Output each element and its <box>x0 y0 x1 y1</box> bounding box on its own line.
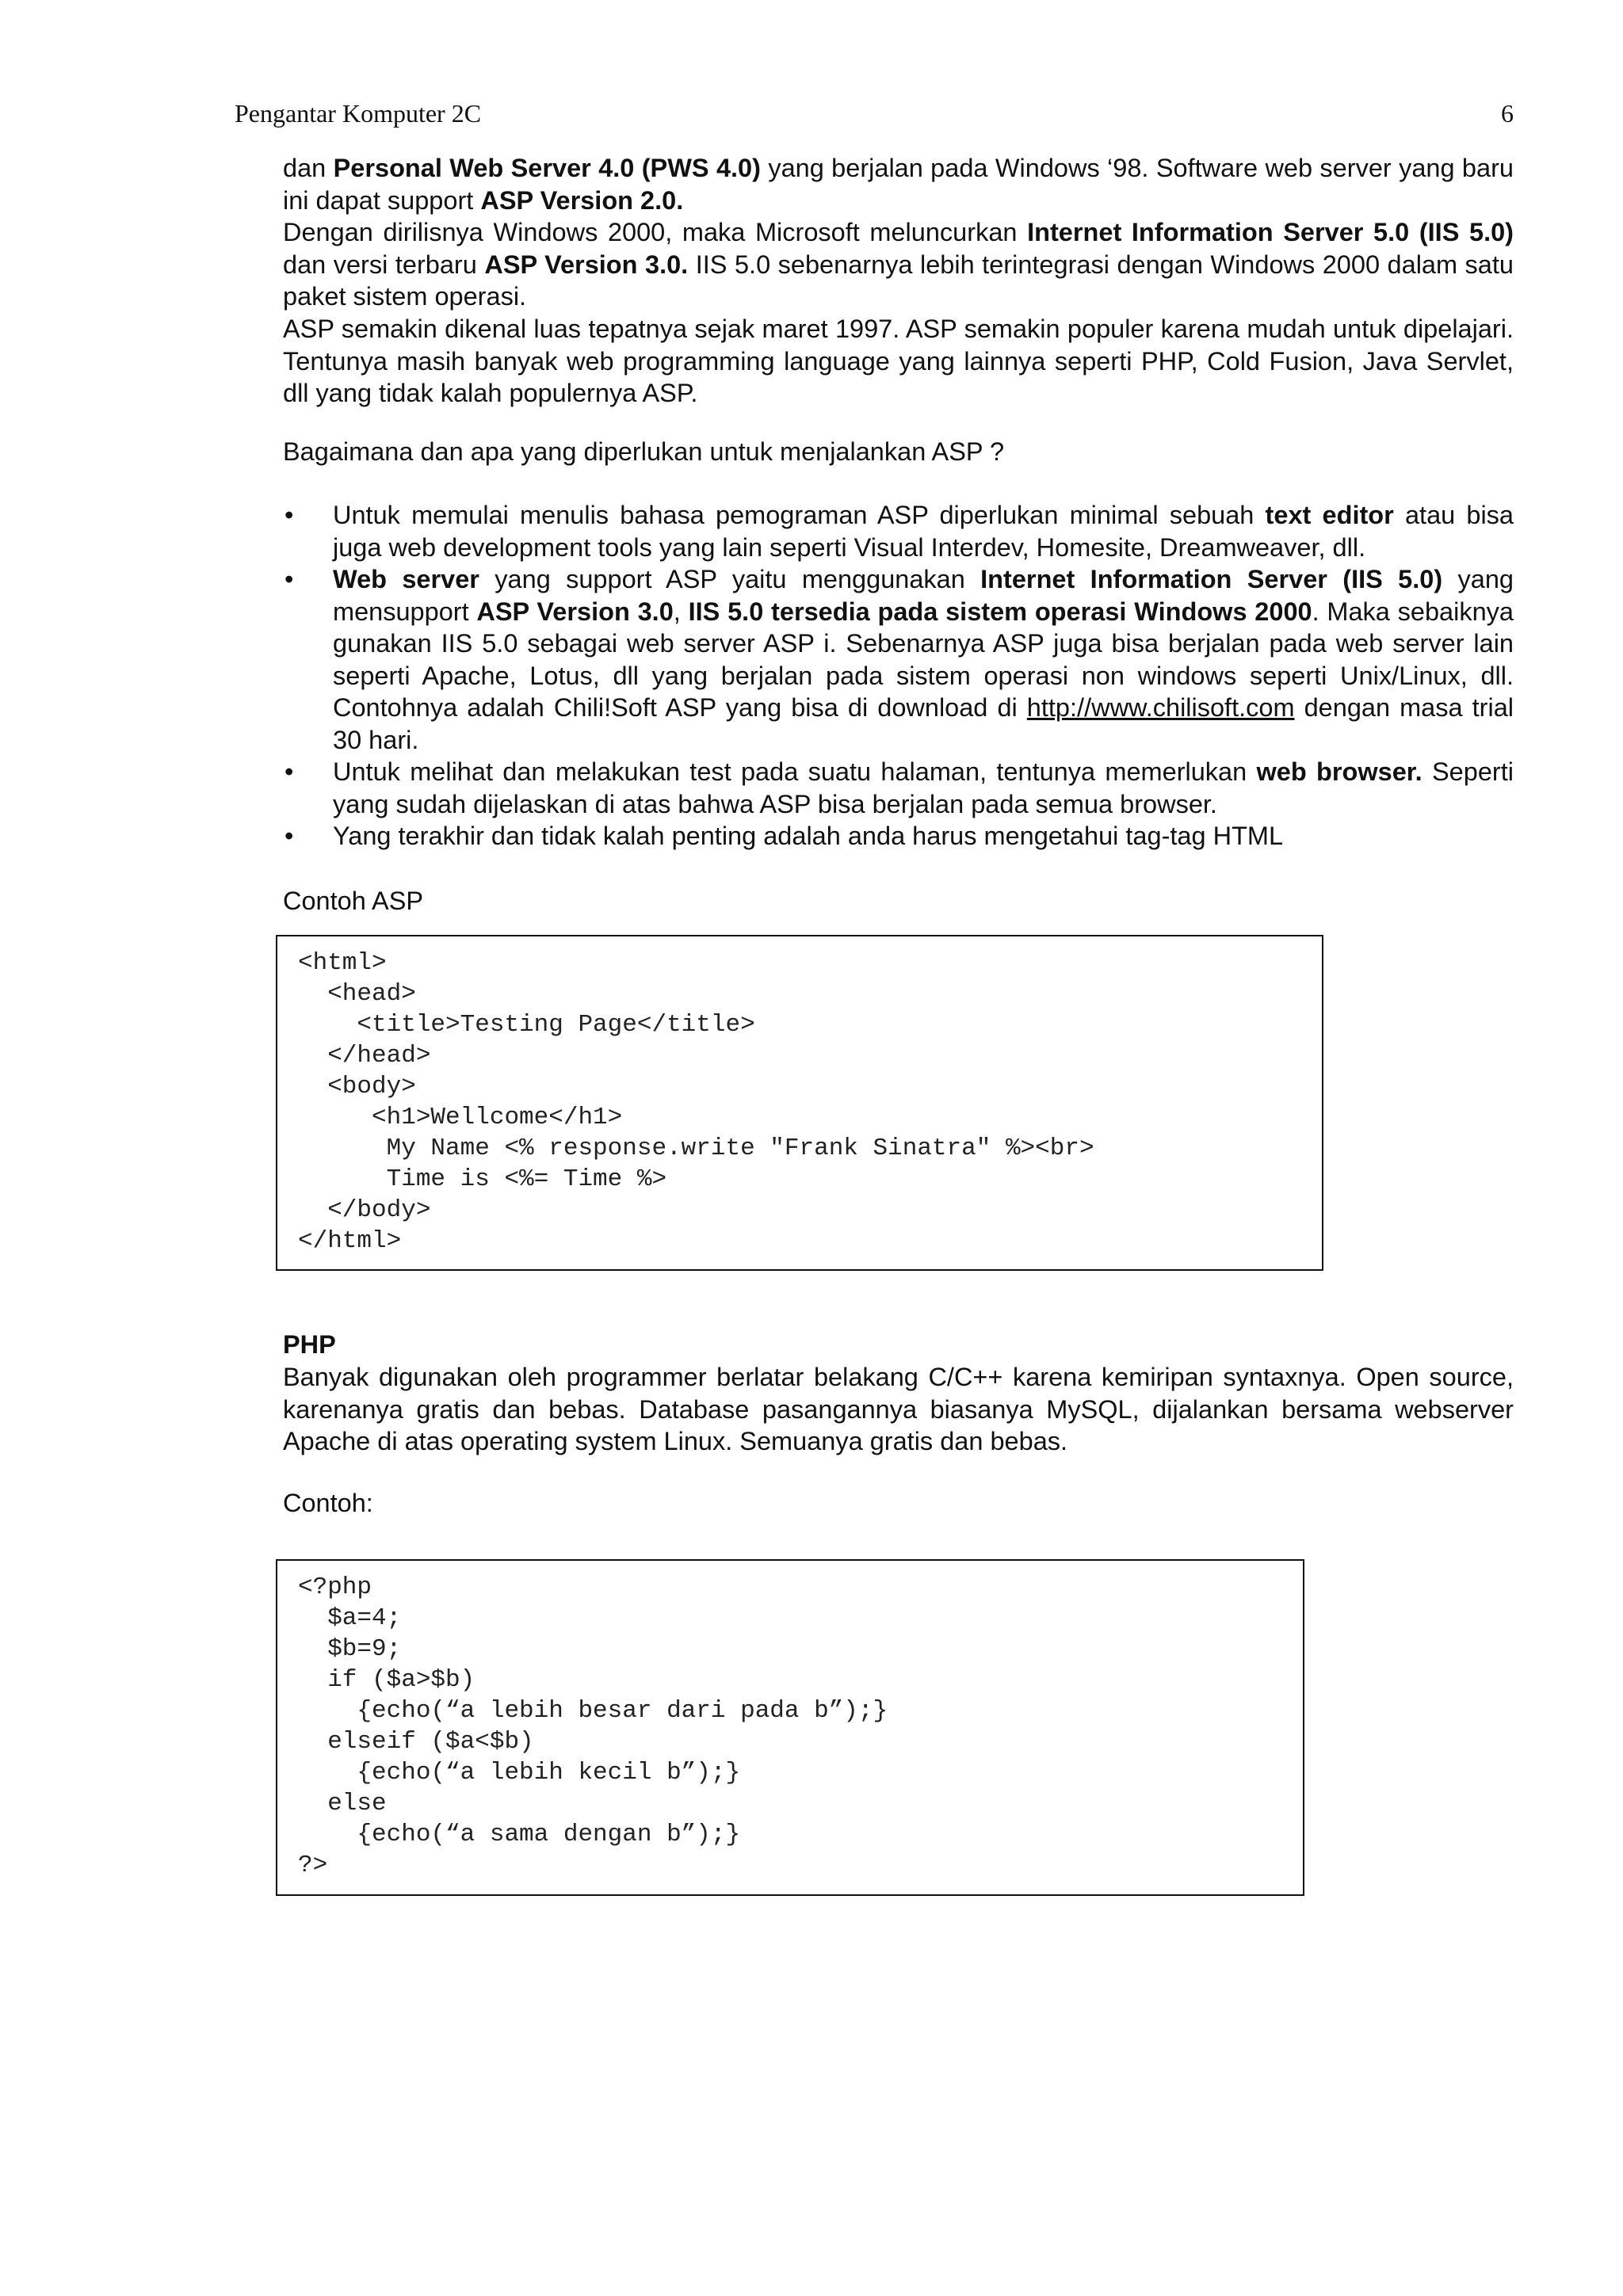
asp-example-caption: Contoh ASP <box>283 887 424 915</box>
bullet-marker: • <box>285 565 294 593</box>
bullet-marker: • <box>285 501 294 529</box>
asp-code-box <box>276 935 1323 1271</box>
intro-paragraph-1: dan Personal Web Server 4.0 (PWS 4.0) yang berjalan pada Windows ‘98. Software web server yang baru ini dapat support ASP Version 2.0. <box>283 154 1514 215</box>
list-item: • Web server yang support ASP yaitu menggunakan Internet Information Server (IIS 5.0) yang mensupport ASP Version 3.0, IIS 5.0 tersedia pada sistem operasi Windows 2000. Maka sebaiknya gunakan IIS 5.0 sebagai web server ASP i. Sebenarnya ASP juga bisa berjalan pada web server lain seperti Apache, Lotus, dll yang berjalan pada sistem operasi non windows seperti Unix/Linux, dll. Contohnya adalah Chili!Soft ASP yang bisa di download di http://www.chilisoft.com dengan masa trial 30 hari. <box>285 565 1514 754</box>
php-heading: PHP <box>283 1330 336 1359</box>
list-item: • Untuk memulai menulis bahasa pemograman ASP diperlukan minimal sebuah text editor atau bisa juga web development tools yang lain seperti Visual Interdev, Homesite, Dreamweaver, dll. <box>285 501 1514 562</box>
requirements-question: Bagaimana dan apa yang diperlukan untuk menjalankan ASP ? <box>283 437 1005 466</box>
list-item: • Untuk melihat dan melakukan test pada suatu halaman, tentunya memerlukan web browser. Seperti yang sudah dijelaskan di atas bahwa ASP bisa berjalan pada semua browser. <box>285 757 1514 818</box>
asp-code: <html> <head> <title>Testing Page</title> </head> <body> <h1>Wellcome</h1> My Name <% response.write "Frank Sinatra" %><br> Time is <%= Time %> </body> </html> <box>298 949 1094 1255</box>
document-title: Pengantar Komputer 2C <box>235 99 482 128</box>
bullet-marker: • <box>285 822 294 850</box>
list-item: • Yang terakhir dan tidak kalah penting adalah anda harus mengetahui tag-tag HTML <box>283 820 1514 852</box>
intro-paragraph-2: Dengan dirilisnya Windows 2000, maka Microsoft meluncurkan Internet Information Server 5.0 (IIS 5.0) dan versi terbaru ASP Version 3.0. IIS 5.0 sebenarnya lebih terintegrasi dengan Windows 2000 dalam satu paket sistem operasi. <box>283 218 1514 311</box>
intro-paragraph-3: ASP semakin dikenal luas tepatnya sejak maret 1997. ASP semakin populer karena mudah untuk dipelajari. Tentunya masih banyak web programming language yang lainnya seperti PHP, Cold Fusion, Java Servlet, dll yang tidak kalah populernya ASP. <box>283 315 1514 407</box>
bullet-marker: • <box>285 757 294 786</box>
requirements-list <box>283 499 1514 852</box>
php-code-box <box>276 1559 1304 1896</box>
page-number: 6 <box>1501 99 1514 128</box>
php-paragraph: Banyak digunakan oleh programmer berlatar belakang C/C++ karena kemiripan syntaxnya. Open source, karenanya gratis dan bebas. Database pasangannya biasanya MySQL, dijalankan bersama webserver Apache di atas operating system Linux. Semuanya gratis dan bebas. <box>283 1363 1514 1455</box>
php-code: <?php $a=4; $b=9; if ($a>$b) {echo(“a lebih besar dari pada b”);} elseif ($a<$b) {echo(“a lebih kecil b”);} else {echo(“a sama dengan b”);} ?> <box>298 1573 888 1879</box>
php-example-caption: Contoh: <box>283 1489 373 1517</box>
chilisoft-link[interactable]: http://www.chilisoft.com <box>1026 693 1295 722</box>
running-header <box>235 97 1514 130</box>
